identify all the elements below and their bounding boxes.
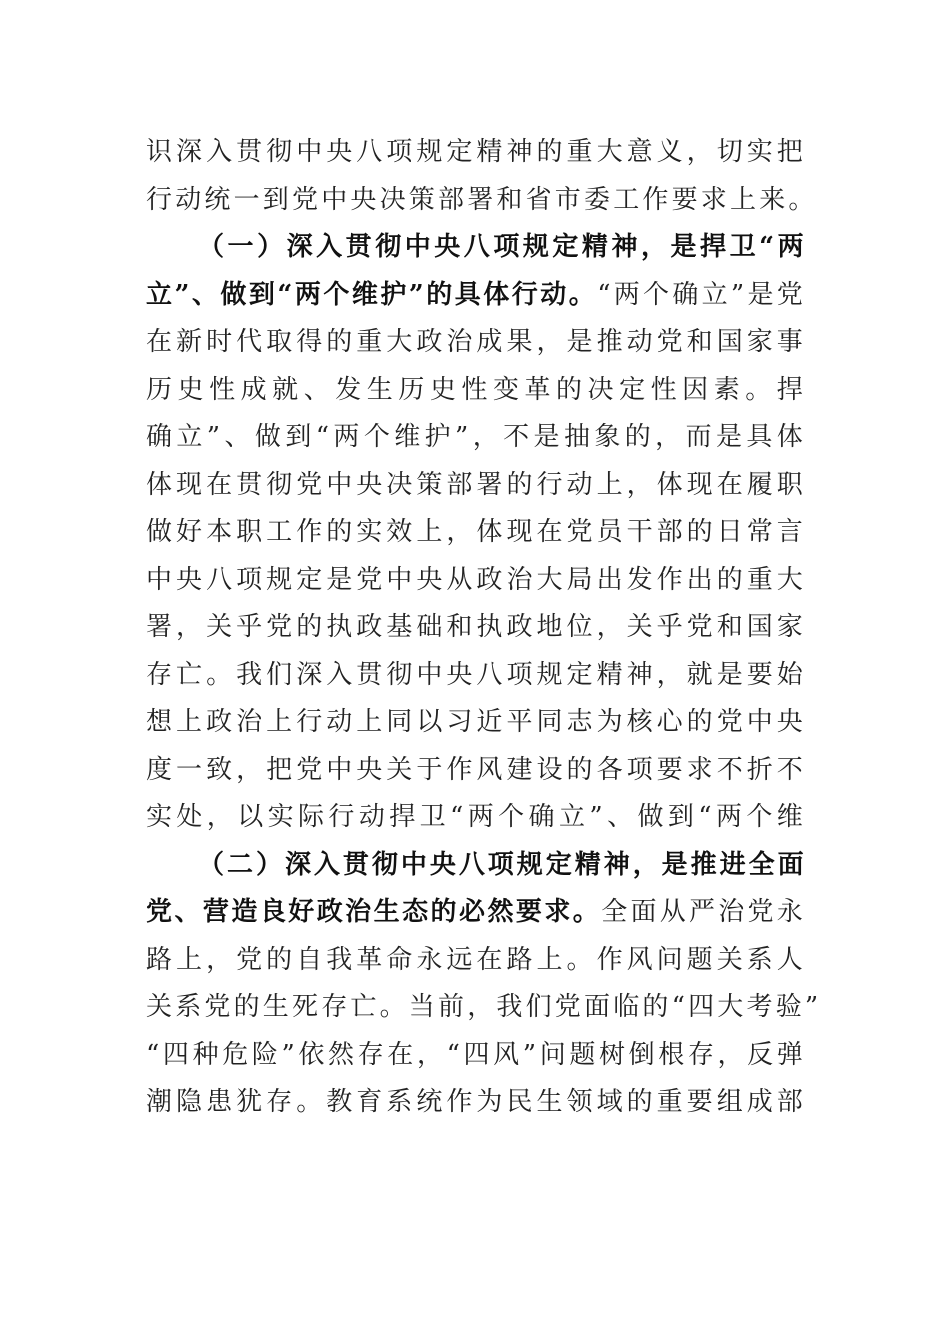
text-line: 行动统一到党中央决策部署和省市委工作要求上来。 <box>146 184 818 215</box>
heading-text: （一）深入贯彻中央八项规定精神，是捍卫“两 <box>198 232 806 262</box>
body-text-span: 全面从严治党永 <box>601 897 806 927</box>
text-line: 署，关乎党的执政基础和执政地位，关乎党和国家 <box>146 612 806 642</box>
body-text-span: “两个确立”是党 <box>597 279 806 310</box>
text-line: 中央八项规定是党中央从政治大局出发作出的重大 <box>146 564 806 595</box>
text-line: 想上政治上行动上同以习近平同志为核心的党中央 <box>146 707 806 737</box>
body-text <box>146 129 822 1127</box>
section-heading-1 <box>146 224 806 272</box>
text-line: 确立”、做到“两个维护”，不是抽象的，而是具体 <box>146 422 806 452</box>
text-line <box>146 272 806 320</box>
text-line: 路上，党的自我革命永远在路上。作风问题关系人 <box>146 944 806 975</box>
text-line: 存亡。我们深入贯彻中央八项规定精神，就是要始 <box>146 659 806 690</box>
text-line: 历史性成就、发生历史性变革的决定性因素。捍 <box>146 374 806 405</box>
text-line: 体现在贯彻党中央决策部署的行动上，体现在履职 <box>146 469 806 500</box>
text-line: 关系党的生死存亡。当前，我们党面临的“四大考验” <box>146 992 822 1022</box>
section-heading-2 <box>146 842 806 890</box>
text-line: 实处，以实际行动捍卫“两个确立”、做到“两个维 <box>146 802 806 832</box>
text-line: 识深入贯彻中央八项规定精神的重大意义，切实把 <box>146 137 806 167</box>
text-line: 做好本职工作的实效上，体现在党员干部的日常言 <box>146 517 806 547</box>
text-line <box>146 889 806 937</box>
heading-text: （二）深入贯彻中央八项规定精神，是推进全面 <box>198 849 806 880</box>
text-line: “四种危险”依然存在，“四风”问题树倒根存，反弹 <box>146 1039 806 1070</box>
heading-text: 党、营造良好政治生态的必然要求。 <box>146 897 602 927</box>
text-line: 在新时代取得的重大政治成果，是推动党和国家事 <box>146 327 806 357</box>
heading-text: 立”、做到“两个维护”的具体行动。 <box>146 279 598 310</box>
text-line: 度一致，把党中央关于作风建设的各项要求不折不 <box>146 754 806 785</box>
text-line: 潮隐患犹存。教育系统作为民生领域的重要组成部 <box>146 1087 806 1117</box>
